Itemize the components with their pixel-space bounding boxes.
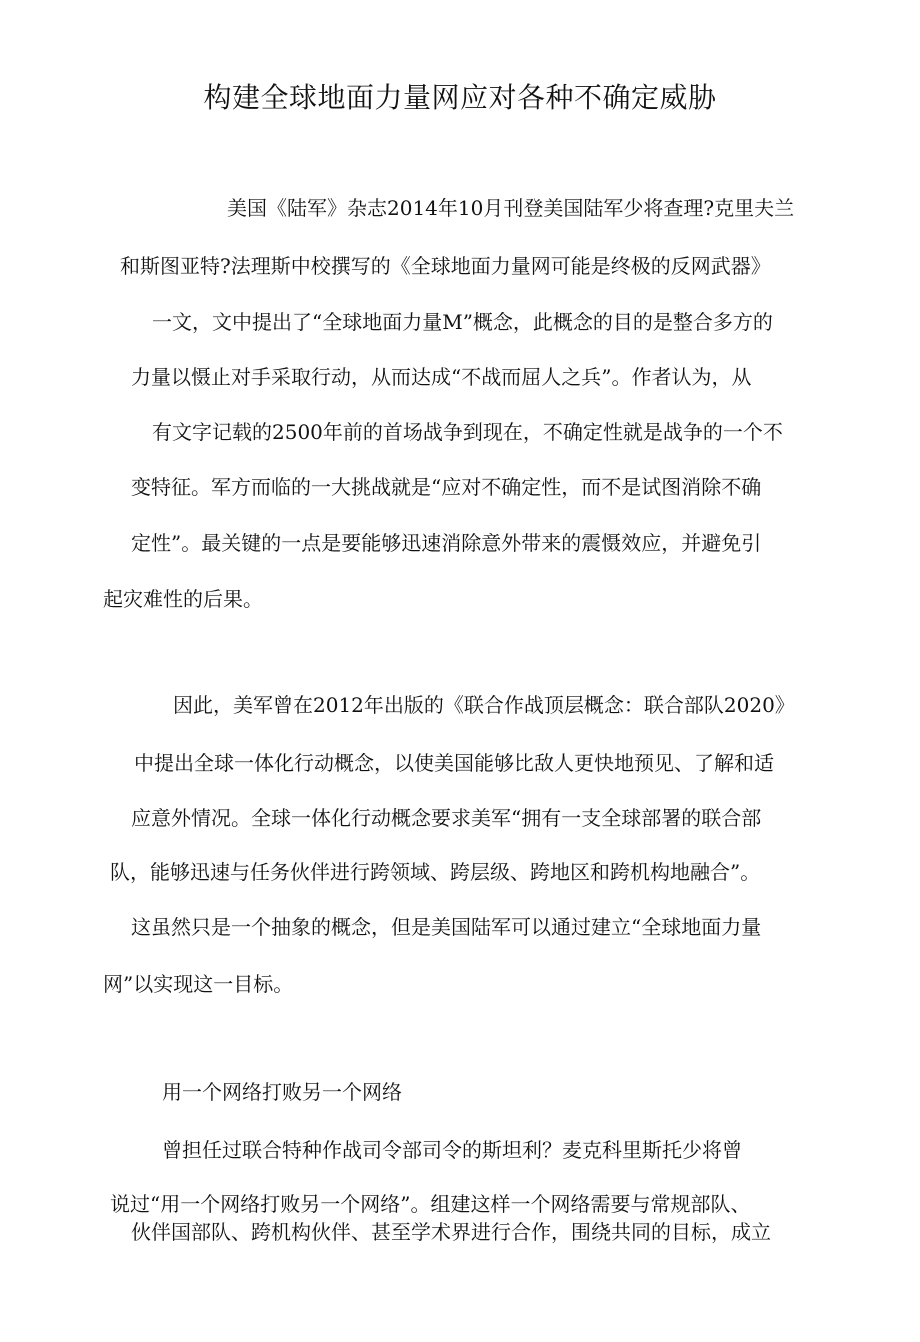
- paragraph-line: 变特征。军方而临的一大挑战就是“应对不确定性，而不是试图消除不确: [131, 475, 762, 499]
- paragraph-line: 美国《陆军》杂志2014年10月刊登美国陆军少将查理?克里夫兰: [227, 196, 795, 220]
- document-title: 构建全球地面力量网应对各种不确定威胁: [203, 81, 717, 114]
- paragraph-line: 和斯图亚特?法理斯中校撰写的《全球地面力量网可能是终极的反网武器》: [120, 254, 771, 278]
- paragraph-line: 因此，美军曾在2012年出版的《联合作战顶层概念：联合部队2020》: [173, 693, 795, 717]
- paragraph-line: 一文，文中提出了“全球地面力量M”概念，此概念的目的是整合多方的: [152, 310, 773, 334]
- paragraph-line: 这虽然只是一个抽象的概念，但是美国陆军可以通过建立“全球地面力量: [131, 915, 762, 939]
- paragraph-line: 队，能够迅速与任务伙伴进行跨领域、跨层级、跨地区和跨机构地融合”。: [110, 860, 761, 884]
- paragraph-line: 网”以实现这一目标。: [103, 972, 294, 996]
- paragraph-line: 中提出全球一体化行动概念，以使美国能够比敌人更快地预见、了解和适: [134, 751, 774, 775]
- section-heading: 用一个网络打败另一个网络: [162, 1080, 402, 1104]
- paragraph-line: 起灾难性的后果。: [103, 587, 263, 611]
- paragraph-line: 有文字记载的2500年前的首场战争到现在，不确定性就是战争的一个不: [152, 420, 783, 444]
- paragraph-line: 定性”。最关键的一点是要能够迅速消除意外带来的震慑效应，并避免引: [131, 531, 762, 555]
- paragraph-line: 伙伴国部队、跨机构伙伴、甚至学术界进行合作，围绕共同的目标，成立: [131, 1220, 771, 1244]
- paragraph-line: 力量以慑止对手采取行动，从而达成“不战而屈人之兵”。作者认为，从: [131, 365, 752, 389]
- paragraph-line: 说过“用一个网络打败另一个网络”。组建这样一个网络需要与常规部队、: [110, 1192, 751, 1216]
- paragraph-line: 曾担任过联合特种作战司令部司令的斯坦利？麦克科里斯托少将曾: [162, 1138, 742, 1162]
- paragraph-line: 应意外情况。全球一体化行动概念要求美军“拥有一支全球部署的联合部: [131, 806, 762, 830]
